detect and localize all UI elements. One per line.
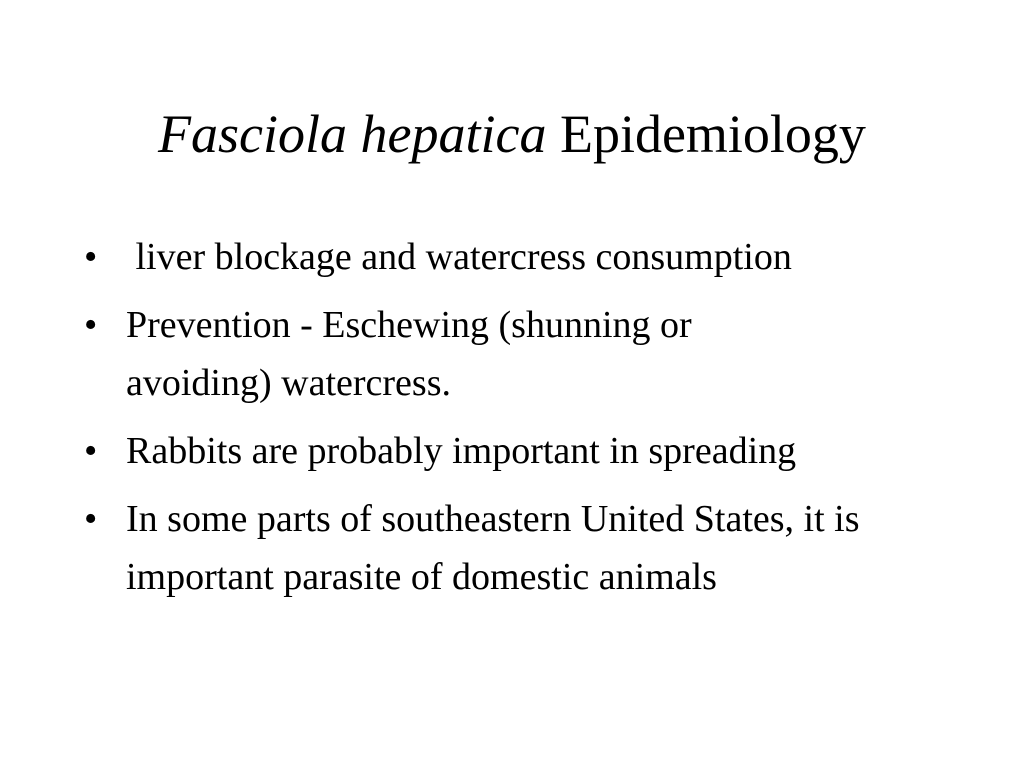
bullet-dot-icon: • — [84, 430, 98, 472]
bullet-list — [84, 228, 964, 616]
title-species-name: Fasciola hepatica — [158, 104, 547, 164]
slide-title — [0, 98, 1024, 170]
bullet-dot-icon: • — [84, 236, 98, 278]
bullet-dot-icon: • — [84, 498, 98, 540]
bullet-item — [84, 422, 964, 480]
bullet-text: Rabbits are probably important in spreading — [126, 430, 797, 472]
bullet-item — [84, 490, 964, 606]
bullet-text: In some parts of southeastern United States, it is important parasite of domestic animals — [126, 498, 860, 598]
bullet-item — [84, 296, 964, 412]
bullet-text: liver blockage and watercress consumption — [126, 236, 792, 278]
bullet-text: Prevention - Eschewing (shunning or avoiding) watercress. — [126, 304, 692, 404]
title-topic: Epidemiology — [559, 104, 866, 164]
bullet-item — [84, 228, 964, 286]
bullet-dot-icon: • — [84, 304, 98, 346]
